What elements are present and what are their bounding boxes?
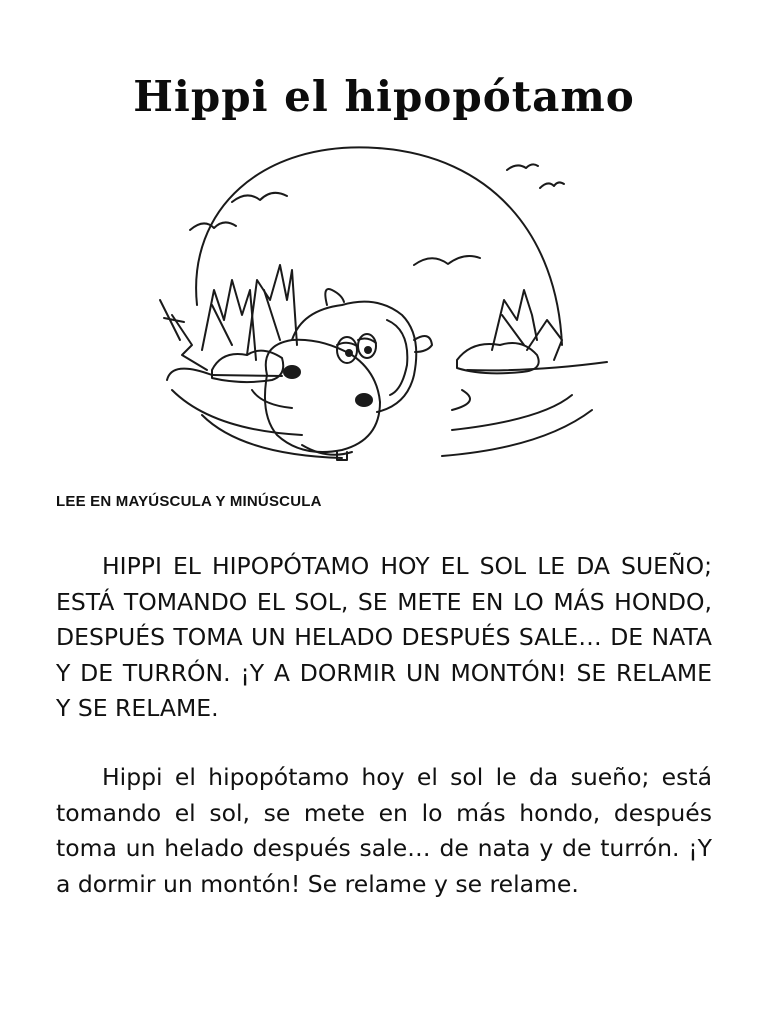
reading-instruction: LEE EN MAYÚSCULA Y MINÚSCULA (56, 493, 322, 510)
sun-icon (196, 147, 562, 345)
right-plants-icon (492, 290, 562, 360)
page-title: Hippi el hipopótamo (133, 72, 635, 121)
lowercase-paragraph: Hippi el hipopótamo hoy el sol le da sueño; está tomando el sol, se mete en lo más hondo, después toma un helado después sale… de nata y de turrón. ¡Y a dormir un montón! Se relame y se relame. (56, 763, 712, 898)
hippo-illustration (152, 140, 612, 465)
water-icon (167, 362, 607, 458)
uppercase-paragraph: HIPPI EL HIPOPÓTAMO HOY EL SOL LE DA SUEÑO; ESTÁ TOMANDO EL SOL, SE METE EN LO MÁS HONDO, DESPUÉS TOMA UN HELADO DESPUÉS SALE… DE NATA Y DE TURRÓN. ¡Y A DORMIR UN MONTÓN! SE RELAME Y SE RELAME. (56, 552, 712, 722)
birds-icon (190, 164, 564, 265)
left-rocks-icon (212, 351, 283, 382)
